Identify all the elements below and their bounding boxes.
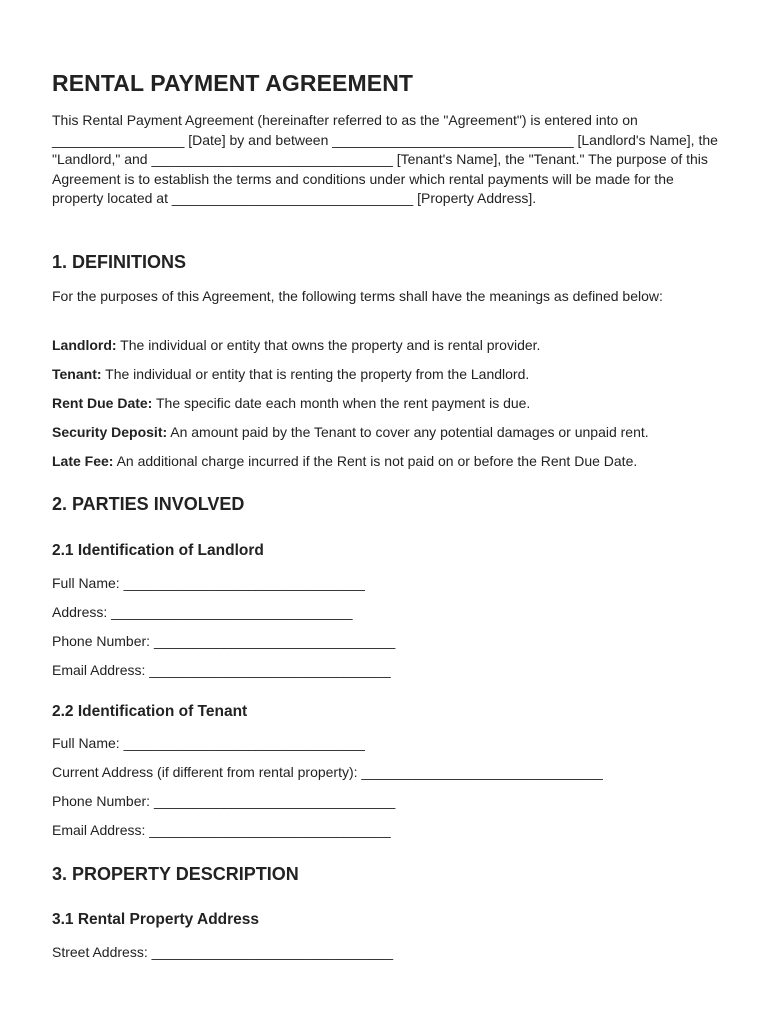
form-field-line: Current Address (if different from rental property): _______________________________ — [52, 764, 603, 780]
section-heading-definitions: 1. DEFINITIONS — [52, 252, 187, 272]
definition-text: An additional charge incurred if the Rent is not paid on or before the Rent Due Date. — [113, 453, 638, 469]
form-field-line: Street Address: _______________________________ — [52, 944, 393, 960]
subsection-heading-tenant: 2.2 Identification of Tenant — [52, 703, 248, 720]
definition-item — [52, 452, 637, 471]
form-field-line: Phone Number: _______________________________ — [52, 793, 396, 809]
form-field-line: Full Name: _______________________________ — [52, 575, 365, 591]
definitions-intro: For the purposes of this Agreement, the following terms shall have the meanings as defined below: — [52, 288, 663, 304]
subsection-heading-property-address: 3.1 Rental Property Address — [52, 911, 260, 928]
definition-text: The individual or entity that owns the property and is rental provider. — [116, 337, 541, 353]
subsection-heading-landlord: 2.1 Identification of Landlord — [52, 542, 264, 559]
definition-term: Late Fee: — [52, 453, 114, 469]
definition-term: Rent Due Date: — [52, 395, 153, 411]
form-field-line: Phone Number: _______________________________ — [52, 633, 396, 649]
definition-term: Tenant: — [52, 366, 102, 382]
definition-text: The specific date each month when the rent payment is due. — [152, 395, 531, 411]
definition-item — [52, 394, 530, 413]
definition-text: An amount paid by the Tenant to cover any potential damages or unpaid rent. — [167, 424, 649, 440]
definition-term: Landlord: — [52, 337, 117, 353]
form-field-line: Email Address: _______________________________ — [52, 662, 391, 678]
form-field-line: Email Address: _______________________________ — [52, 822, 391, 838]
form-field-line: Full Name: _______________________________ — [52, 735, 365, 751]
definition-item — [52, 423, 649, 442]
section-heading-parties: 2. PARTIES INVOLVED — [52, 494, 245, 514]
form-field-line: Address: _______________________________ — [52, 604, 353, 620]
definition-term: Security Deposit: — [52, 424, 168, 440]
document-title: RENTAL PAYMENT AGREEMENT — [52, 70, 414, 96]
definition-item — [52, 365, 529, 384]
intro-paragraph: This Rental Payment Agreement (hereinafter referred to as the "Agreement") is entered into on _________________ [Date] by and between _______________________________ [Landlord's Name], the "Landlord," and _______________________________ [Tenant's Name], the "Tenant." The purpose of this Agreement is to establish the terms and conditions under which rental payments will be made for the property located at _______________________________ [Property Address]. — [52, 112, 718, 207]
definition-item — [52, 336, 540, 355]
definition-text: The individual or entity that is renting the property from the Landlord. — [101, 366, 530, 382]
section-heading-property: 3. PROPERTY DESCRIPTION — [52, 864, 299, 884]
